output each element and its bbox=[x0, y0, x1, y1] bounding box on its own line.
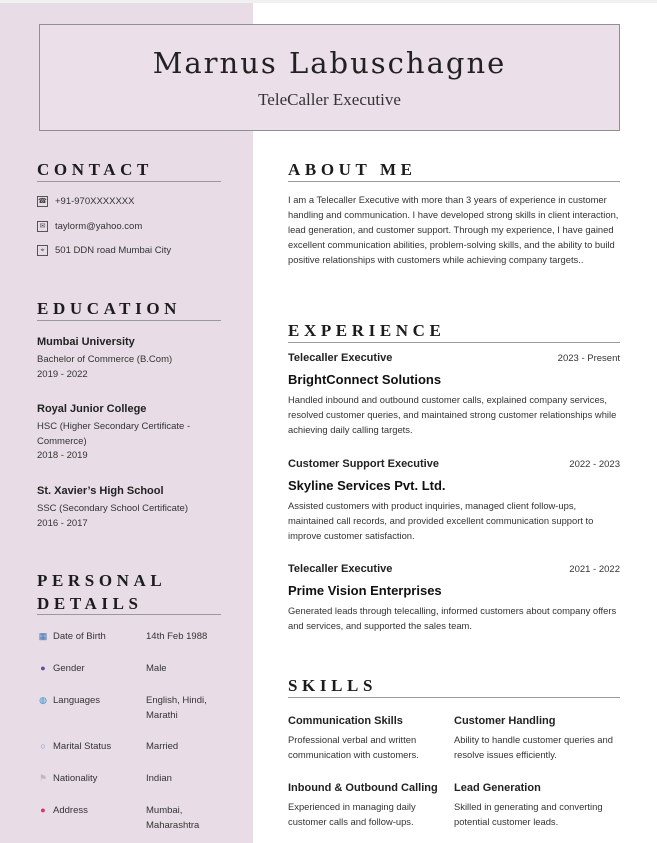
contact-heading: CONTACT bbox=[37, 160, 153, 179]
personal-heading-line2: DETAILS bbox=[37, 594, 143, 613]
experience-item bbox=[288, 352, 620, 437]
skill-description: Professional verbal and written communication with customers. bbox=[288, 734, 419, 760]
job-description: Handled inbound and outbound customer calls, explained company services, resolved customer queries, and maintained strong customer relationships while achieving daily calling targets. bbox=[288, 394, 617, 435]
contact-email-text: taylorm@yahoo.com bbox=[55, 221, 143, 232]
job-dates: 2023 - Present bbox=[557, 353, 620, 364]
about-divider bbox=[288, 181, 620, 182]
skill-item bbox=[454, 782, 622, 829]
skill-name: Inbound & Outbound Calling bbox=[288, 782, 438, 794]
about-text: I am a Telecaller Executive with more than 3 years of experience in customer handling and communication. I have developed strong skills in client interaction, lead generation, and customer support. Through my experience, I have gained excellent communication abilities, problem-solving skills, and the ability to build positive relationships with customers while achieving company targets.. bbox=[288, 194, 619, 265]
calendar-icon: ▦ bbox=[38, 631, 48, 641]
skill-description: Ability to handle customer queries and resolve issues efficiently. bbox=[454, 734, 613, 760]
personal-value: English, Hindi, Marathi bbox=[146, 695, 207, 721]
education-years: 2016 - 2017 bbox=[37, 517, 88, 529]
personal-label: Nationality bbox=[53, 773, 98, 784]
job-dates: 2021 - 2022 bbox=[569, 564, 620, 575]
job-description: Assisted customers with product inquiries, managed client follow-ups, maintained call records, and provided excellent communication support to improve customer satisfaction. bbox=[288, 500, 594, 541]
personal-value: Mumbai, Maharashtra bbox=[146, 805, 200, 831]
job-description: Generated leads through telecalling, informed customers about company offers and services, and supported the sales team. bbox=[288, 605, 617, 631]
candidate-name: Marnus Labuschagne bbox=[152, 46, 507, 80]
job-company: Skyline Services Pvt. Ltd. bbox=[288, 478, 446, 493]
skills-heading: SKILLS bbox=[288, 676, 378, 695]
education-item bbox=[37, 485, 227, 531]
education-years: 2018 - 2019 bbox=[37, 450, 88, 461]
header-box bbox=[39, 24, 620, 131]
personal-value: Indian bbox=[146, 773, 172, 784]
job-company: BrightConnect Solutions bbox=[288, 372, 442, 387]
phone-icon: ☎ bbox=[38, 198, 47, 205]
pin-icon: ● bbox=[40, 805, 46, 815]
education-degree: HSC (Higher Secondary Certificate - Commerce) bbox=[37, 421, 191, 447]
education-degree: Bachelor of Commerce (B.Com) bbox=[37, 354, 173, 365]
personal-value: Married bbox=[146, 741, 179, 752]
education-degree: SSC (Secondary School Certificate) bbox=[37, 503, 189, 514]
experience-item bbox=[288, 563, 620, 633]
personal-heading-line1: PERSONAL bbox=[37, 571, 167, 590]
job-company: Prime Vision Enterprises bbox=[288, 583, 442, 598]
skill-description: Skilled in generating and converting potential customer leads. bbox=[454, 801, 603, 827]
contact-phone bbox=[37, 196, 134, 207]
email-icon: ✉ bbox=[37, 221, 48, 232]
education-school: St. Xavier’s High School bbox=[37, 485, 164, 497]
job-role: Telecaller Executive bbox=[288, 352, 393, 364]
location-icon: ⌖ bbox=[37, 245, 48, 256]
contact-phone-text: +91-970XXXXXXX bbox=[55, 196, 135, 207]
personal-label: Address bbox=[53, 805, 88, 816]
personal-heading bbox=[37, 569, 166, 615]
experience-heading: EXPERIENCE bbox=[288, 321, 446, 340]
personal-label: Gender bbox=[53, 663, 85, 674]
skill-item bbox=[454, 715, 622, 762]
personal-label: Date of Birth bbox=[53, 631, 106, 642]
education-divider bbox=[37, 320, 221, 321]
education-item bbox=[37, 403, 227, 464]
personal-value: Male bbox=[146, 663, 167, 674]
person-icon: ● bbox=[40, 663, 46, 673]
skills-divider bbox=[288, 697, 620, 698]
skill-name: Communication Skills bbox=[288, 715, 403, 727]
personal-row-languages bbox=[37, 693, 221, 723]
skill-description: Experienced in managing daily customer calls and follow-ups. bbox=[288, 801, 416, 827]
education-heading: EDUCATION bbox=[37, 299, 182, 318]
job-role: Telecaller Executive bbox=[288, 563, 393, 575]
skill-name: Customer Handling bbox=[454, 715, 556, 727]
skill-item bbox=[288, 715, 456, 762]
personal-row-nationality bbox=[37, 771, 221, 786]
contact-address bbox=[37, 245, 171, 256]
personal-row-dob bbox=[37, 629, 221, 644]
personal-row-address bbox=[37, 803, 221, 833]
personal-label: Marital Status bbox=[53, 741, 112, 752]
personal-divider bbox=[37, 614, 221, 615]
personal-row-gender bbox=[37, 661, 221, 676]
globe-icon: ◍ bbox=[39, 695, 47, 705]
about-heading: ABOUT ME bbox=[288, 160, 417, 179]
education-years: 2019 - 2022 bbox=[37, 368, 88, 380]
flag-icon: ⚑ bbox=[38, 773, 48, 783]
personal-value: 14th Feb 1988 bbox=[146, 631, 208, 642]
candidate-title: TeleCaller Executive bbox=[258, 90, 401, 109]
education-school: Royal Junior College bbox=[37, 403, 147, 415]
education-item bbox=[37, 336, 227, 382]
contact-email bbox=[37, 221, 142, 232]
job-role: Customer Support Executive bbox=[288, 458, 439, 470]
experience-divider bbox=[288, 342, 620, 343]
job-dates: 2022 - 2023 bbox=[569, 459, 620, 470]
education-school: Mumbai University bbox=[37, 336, 135, 348]
ring-icon: ○ bbox=[40, 741, 46, 751]
contact-address-text: 501 DDN road Mumbai City bbox=[55, 245, 172, 256]
skill-name: Lead Generation bbox=[454, 782, 541, 794]
skill-item bbox=[288, 782, 456, 829]
personal-label: Languages bbox=[53, 695, 101, 706]
personal-row-marital bbox=[37, 739, 221, 754]
experience-item bbox=[288, 458, 620, 543]
contact-divider bbox=[37, 181, 221, 182]
